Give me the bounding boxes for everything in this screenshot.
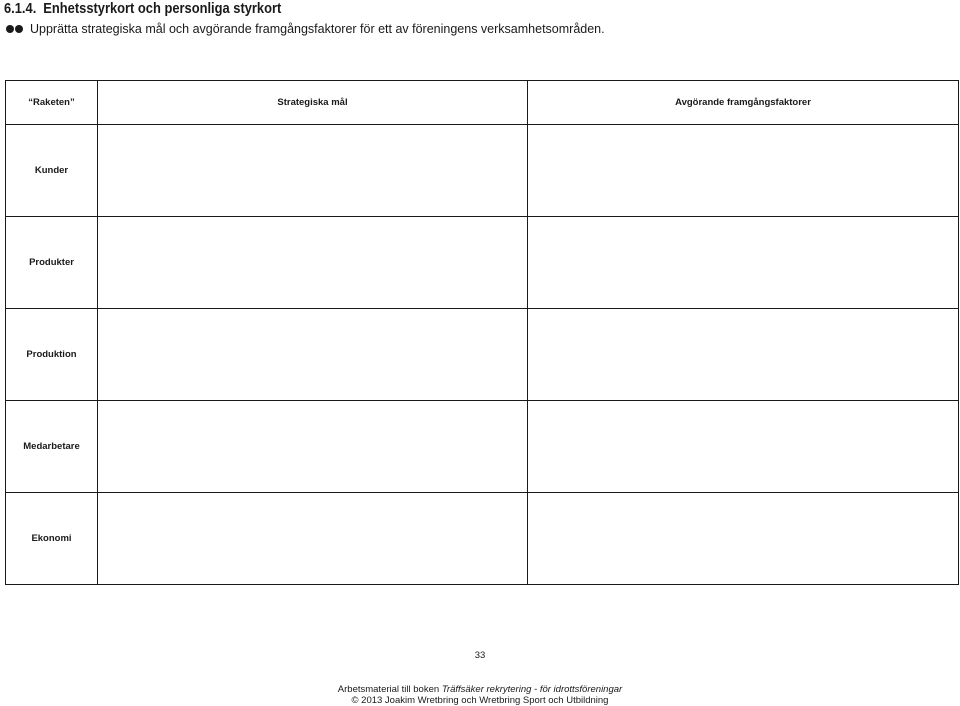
- instruction-line: [6, 22, 605, 36]
- scorecard-table: [5, 80, 959, 585]
- cell-success-factor[interactable]: [528, 401, 959, 493]
- cell-strategic-goal[interactable]: [98, 217, 528, 309]
- cell-success-factor[interactable]: [528, 493, 959, 585]
- row-label-produkter: Produkter: [6, 217, 98, 309]
- row-label-medarbetare: Medarbetare: [6, 401, 98, 493]
- cell-strategic-goal[interactable]: [98, 401, 528, 493]
- footer-prefix: Arbetsmaterial till boken: [337, 684, 442, 695]
- section-heading: [4, 0, 281, 17]
- cell-success-factor[interactable]: [528, 309, 959, 401]
- page-number: 33: [474, 650, 486, 661]
- cell-strategic-goal[interactable]: [98, 309, 528, 401]
- instruction-text: Upprätta strategiska mål och avgörande framgångsfaktorer för ett av föreningens verksamhetsområden.: [30, 22, 605, 36]
- table-row: [6, 401, 959, 493]
- difficulty-dots-icon: [6, 25, 23, 33]
- footer-copyright: © 2013 Joakim Wretbring och Wretbring Sport och Utbildning: [351, 695, 609, 706]
- table-row: [6, 125, 959, 217]
- footer-line-1: [0, 684, 960, 695]
- table-header-row: [6, 81, 959, 125]
- row-label-kunder: Kunder: [6, 125, 98, 217]
- header-raketen: “Raketen”: [6, 81, 98, 125]
- header-strategic-goals: Strategiska mål: [98, 81, 528, 125]
- cell-strategic-goal[interactable]: [98, 125, 528, 217]
- cell-success-factor[interactable]: [528, 217, 959, 309]
- cell-success-factor[interactable]: [528, 125, 959, 217]
- table-row: [6, 309, 959, 401]
- table-row: [6, 217, 959, 309]
- section-number: 6.1.4.: [4, 0, 37, 17]
- header-success-factors: Avgörande framgångsfaktorer: [528, 81, 959, 125]
- section-title: Enhetsstyrkort och personliga styrkort: [43, 0, 282, 17]
- footer-book-title: Träffsäker rekrytering - för idrottsföreningar: [441, 684, 623, 695]
- table-row: [6, 493, 959, 585]
- row-label-ekonomi: Ekonomi: [6, 493, 98, 585]
- cell-strategic-goal[interactable]: [98, 493, 528, 585]
- row-label-produktion: Produktion: [6, 309, 98, 401]
